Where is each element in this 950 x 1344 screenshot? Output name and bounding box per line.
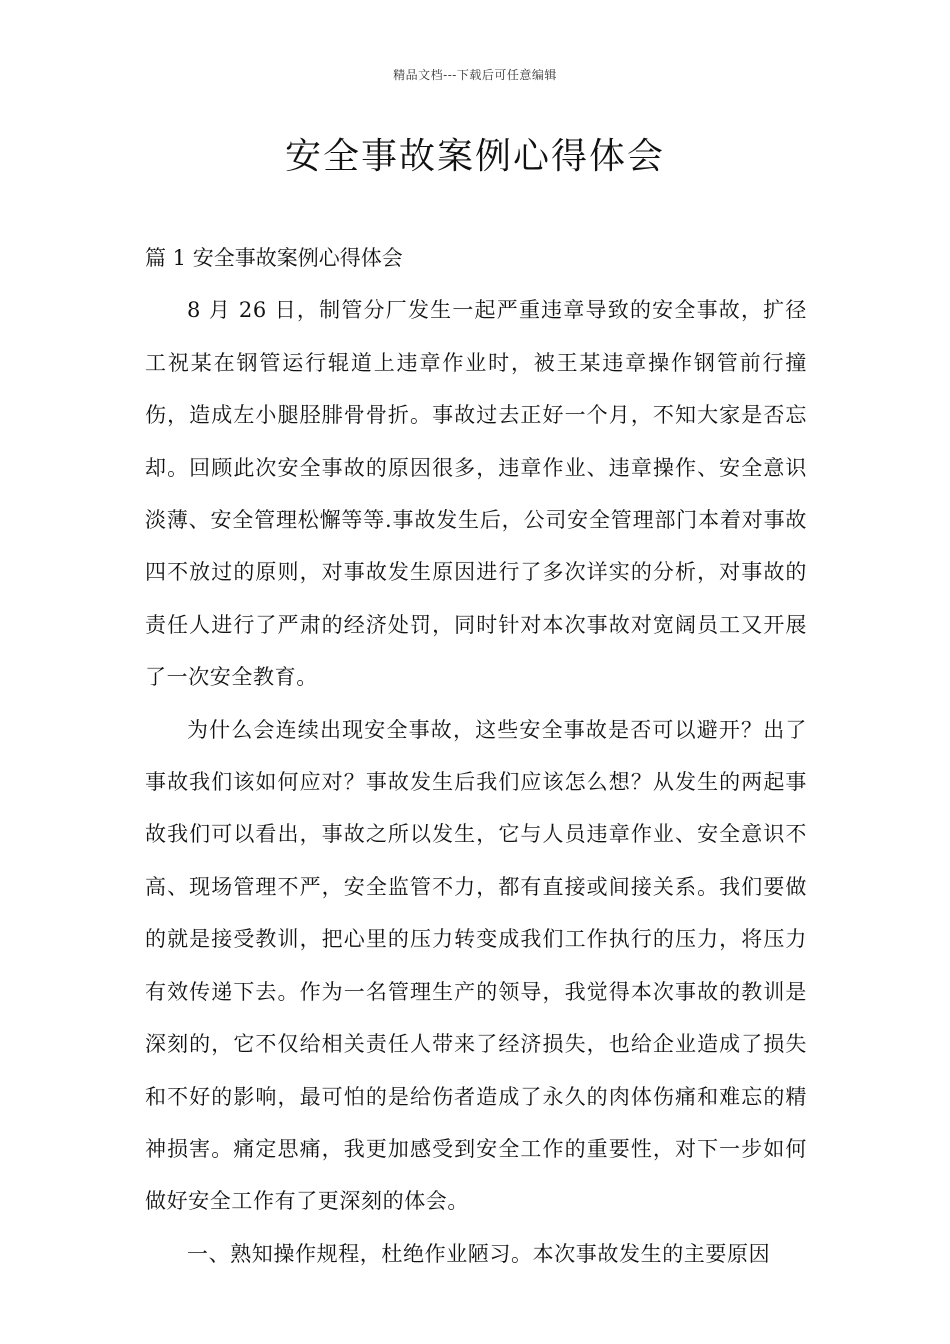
paragraph-3: 一、熟知操作规程，杜绝作业陋习。本次事故发生的主要原因	[187, 1241, 771, 1266]
paragraph-2: 为什么会连续出现安全事故，这些安全事故是否可以避开？出了事故我们该如何应对？事故发生后我们应该怎么想？从发生的两起事故我们可以看出，事故之所以发生，它与人员违章作业、安全意识不高、现场管理不严，安全监管不力，都有直接或间接关系。我们要做的就是接受教训，把心里的压力转变成我们工作执行的压力，将压力有效传递下去。作为一名管理生产的领导，我觉得本次事故的教训是深刻的，它不仅给相关责任人带来了经济损失，也给企业造成了损失和不好的影响，最可怕的是给伤者造成了永久的肉体伤痛和难忘的精神损害。痛定思痛，我更加感受到安全工作的重要性，对下一步如何做好安全工作有了更深刻的体会。	[145, 717, 807, 1214]
paragraph-1: 8 月 26 日，制管分厂发生一起严重违章导致的安全事故，扩径工祝某在钢管运行辊道上违章作业时，被王某违章操作钢管前行撞伤，造成左小腿胫腓骨骨折。事故过去正好一个月，不知大家是否忘却。回顾此次安全事故的原因很多，违章作业、违章操作、安全意识淡薄、安全管理松懈等等.事故发生后，公司安全管理部门本着对事故四不放过的原则，对事故发生原因进行了多次详实的分析，对事故的责任人进行了严肃的经济处罚，同时针对本次事故对宽阔员工又开展了一次安全教育。	[145, 298, 807, 690]
section-title: 篇 1 安全事故案例心得体会	[145, 246, 403, 270]
document-title: 安全事故案例心得体会	[284, 136, 665, 177]
document-body	[145, 232, 807, 1280]
page-header: 精品文档---下载后可任意编辑	[393, 68, 557, 82]
